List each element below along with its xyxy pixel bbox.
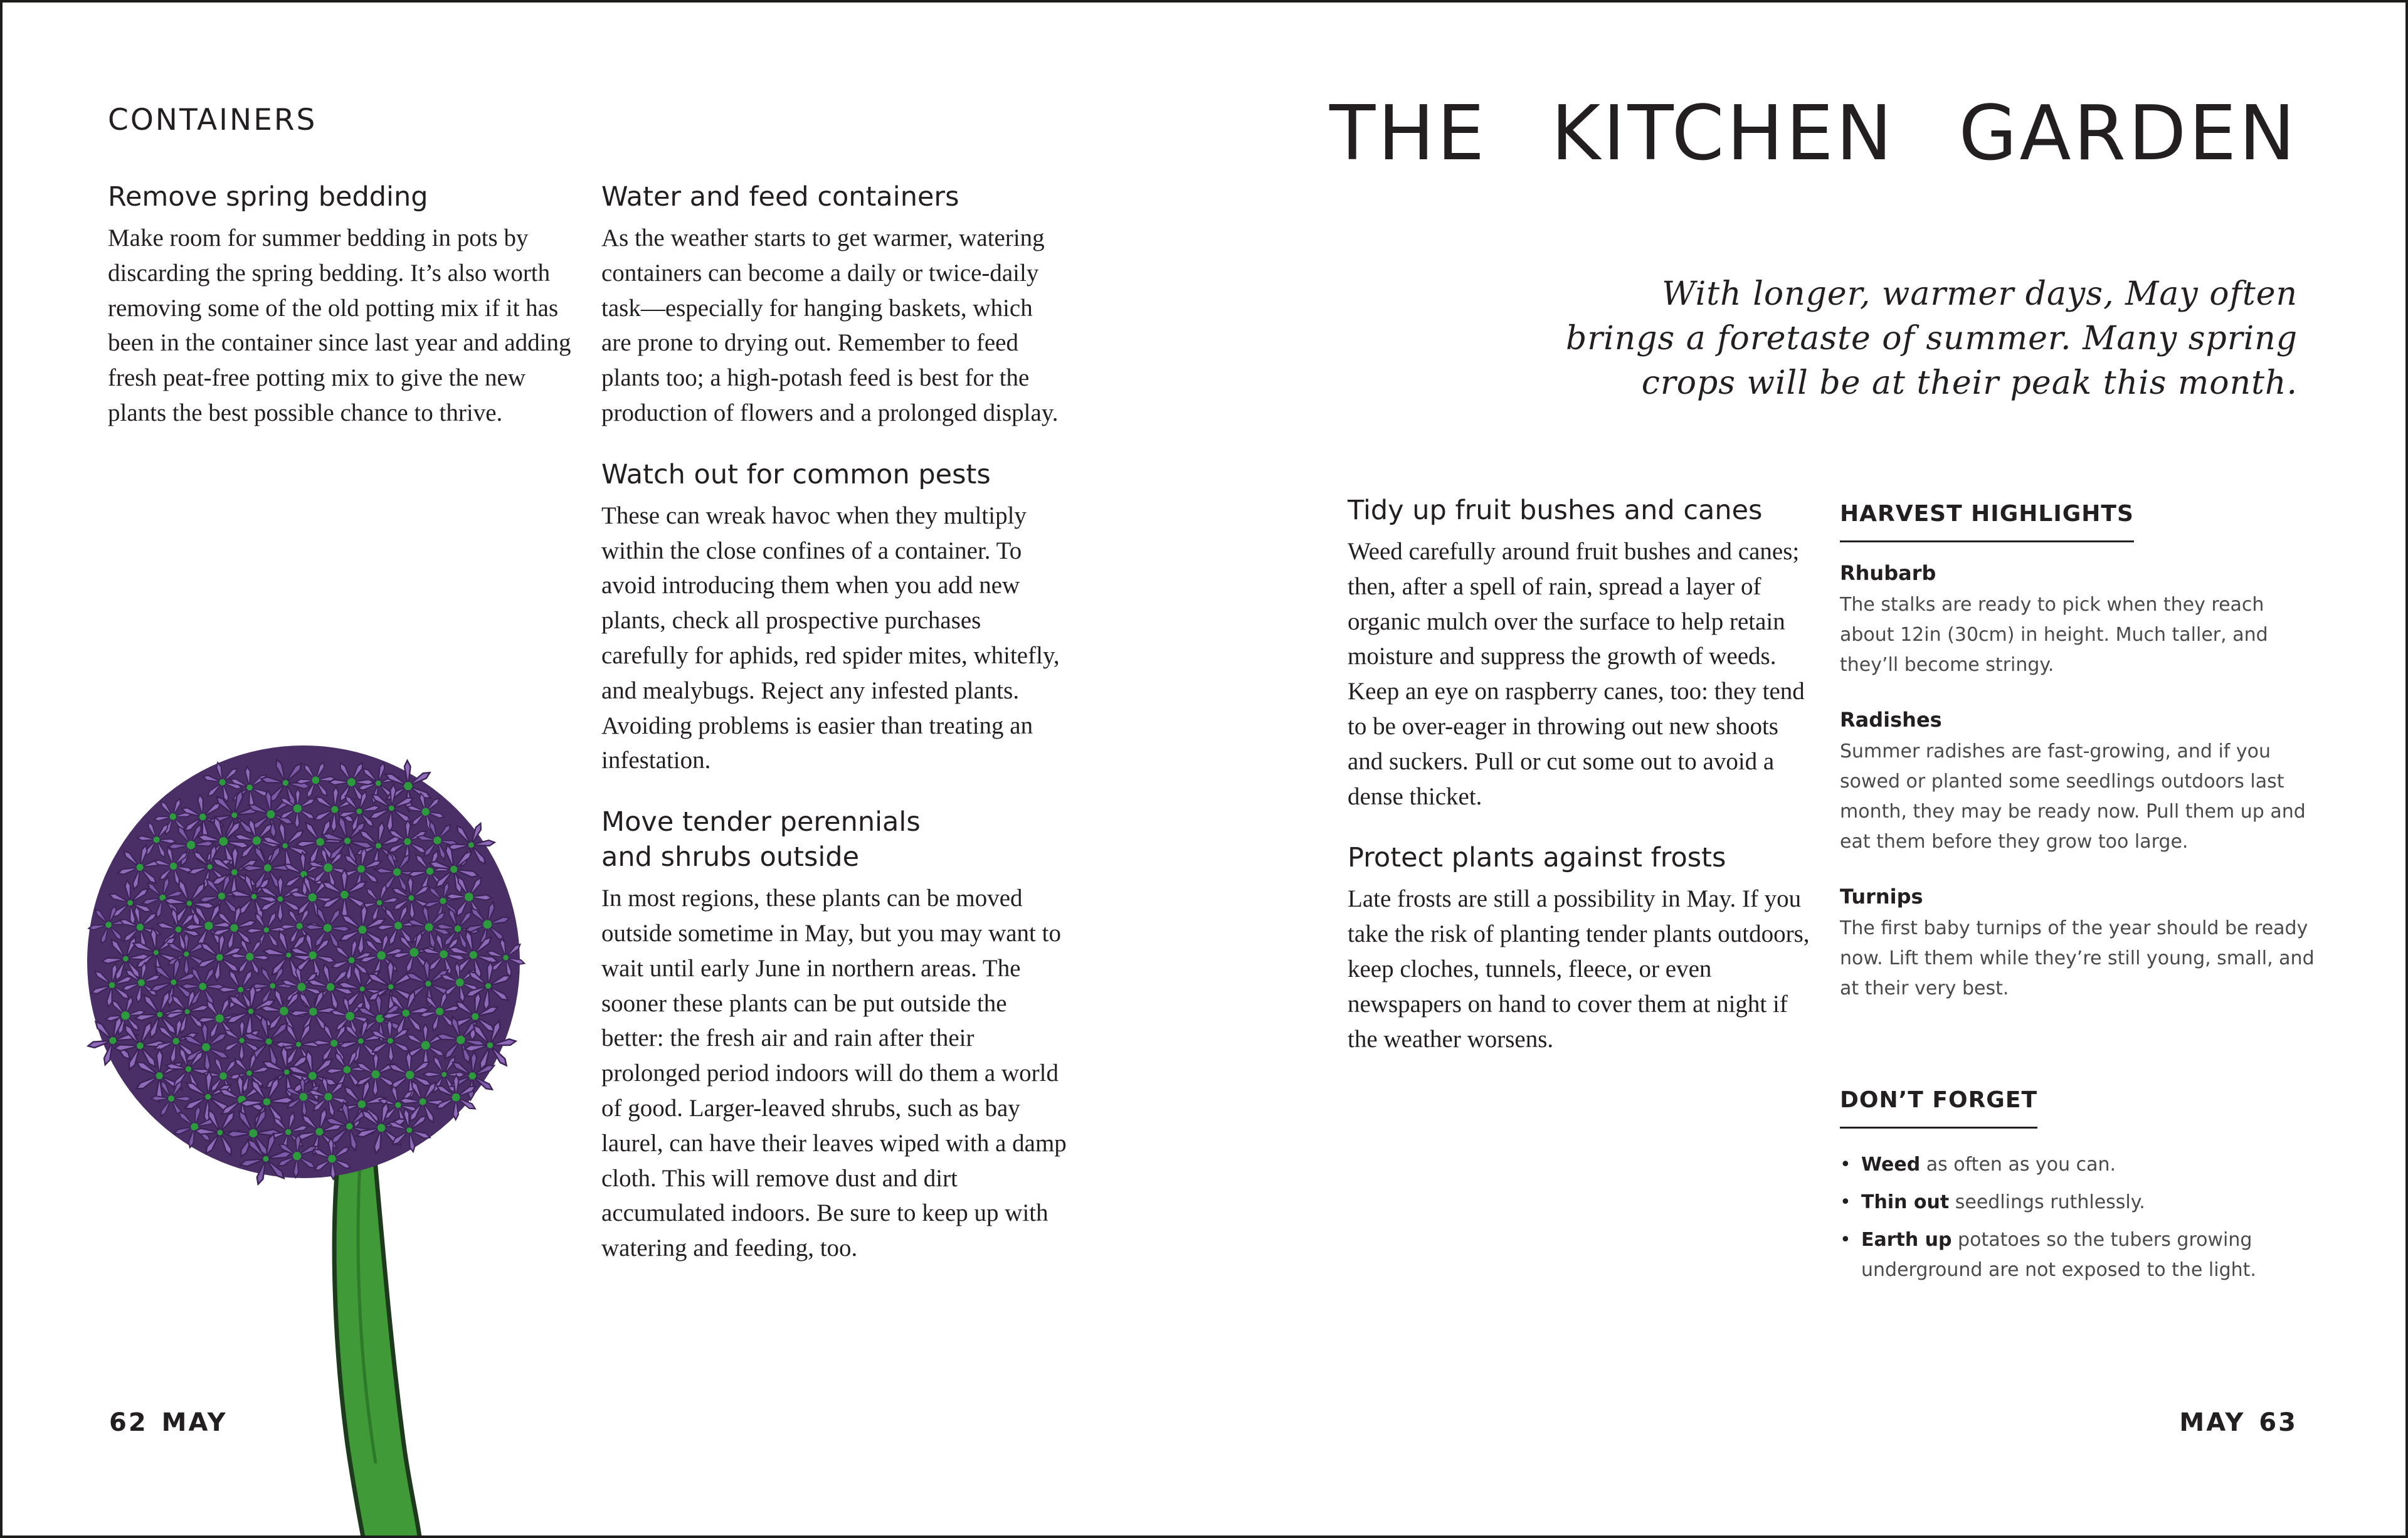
floret-center: [404, 838, 411, 845]
floret-center: [409, 948, 418, 957]
floret-center: [312, 776, 319, 784]
floret-center: [324, 924, 332, 932]
floret-center: [219, 837, 228, 846]
floret-center: [360, 986, 365, 991]
article-water-feed: [601, 179, 1069, 431]
floret-center: [253, 836, 261, 845]
floret-center: [138, 979, 145, 986]
floret-center: [127, 900, 133, 906]
harvest-item-name: Radishes: [1840, 708, 1942, 732]
floret-center: [309, 1008, 317, 1016]
floret-center: [267, 810, 275, 818]
harvest-item-name: Turnips: [1840, 885, 1923, 909]
floret-center: [406, 1071, 414, 1079]
floret-center: [357, 809, 362, 814]
dont-forget-box: [1840, 1087, 2316, 1293]
dont-forget-item: [1840, 1188, 2316, 1218]
article-body: These can wreak havoc when they multiply within the close confines of a container. To avoid introducing them when you add new plants, check all prospective purchases carefully for aphids, red spider mites, whitefly, and mealybugs. Reject any infested plants. Avoiding problems is easier than treating an infestation.: [601, 502, 1060, 774]
floret-center: [421, 1041, 430, 1050]
floret-center: [246, 784, 252, 790]
floret-center: [297, 983, 305, 991]
folio-month: MAY: [2179, 1408, 2246, 1437]
floret-center: [440, 898, 446, 904]
floret-center: [472, 1013, 478, 1020]
harvest-item: [1840, 561, 2316, 680]
floret-center: [420, 1098, 426, 1105]
floret-center: [346, 1012, 354, 1021]
dont-forget-list: [1840, 1150, 2316, 1285]
floret-center: [248, 1009, 253, 1014]
floret-center: [468, 842, 474, 848]
floret-center: [278, 897, 283, 902]
floret-center: [216, 954, 223, 961]
floret-center: [204, 922, 213, 930]
floret-center: [341, 891, 349, 899]
floret-center: [485, 983, 491, 989]
article-body: As the weather starts to get warmer, watering containers can become a daily or twice-daily task—especially for hanging baskets, which are prone to drying out. Remember to feed plants too; a high-potash feed is best for the production of flowers and a prolonged display.: [601, 224, 1059, 426]
folio-right: [2179, 1408, 2298, 1437]
flower-stem: [334, 1131, 420, 1538]
floret-center: [173, 1038, 179, 1044]
floret-center: [240, 1038, 245, 1043]
article-heading: Protect plants against frosts: [1348, 842, 1726, 874]
floret-center: [105, 922, 112, 928]
floret-center: [249, 1129, 257, 1137]
floret-center: [388, 984, 393, 989]
floret-center: [282, 843, 287, 848]
floret-center: [330, 1040, 337, 1046]
floret-center: [246, 1070, 252, 1076]
floret-center: [358, 1100, 366, 1108]
article-heading: Move tender perennials and shrubs outside: [601, 806, 921, 873]
harvest-item-name: Rhubarb: [1840, 561, 1936, 585]
floret-center: [309, 951, 317, 959]
harvest-highlights-box: [1840, 501, 2316, 1004]
harvest-title: HARVEST HIGHLIGHTS: [1840, 501, 2134, 542]
floret-center: [349, 957, 355, 964]
floret-center: [441, 1072, 446, 1077]
floret-center: [199, 983, 207, 991]
floret-center: [347, 778, 356, 786]
floret-center: [359, 925, 367, 934]
article-heading: Remove spring bedding: [108, 181, 428, 213]
article-fruit-bushes: [1348, 493, 1815, 814]
floret-center: [327, 983, 334, 991]
article-heading: Tidy up fruit bushes and canes: [1348, 495, 1763, 526]
floret-center: [238, 987, 243, 993]
floret-center: [121, 1011, 129, 1019]
floret-center: [433, 836, 441, 844]
floret-center: [185, 1009, 190, 1014]
floret-center: [264, 927, 269, 932]
floret-center: [297, 923, 303, 929]
floret-center: [388, 1038, 393, 1044]
floret-center: [300, 871, 307, 877]
floret-center: [455, 925, 462, 932]
floret-center: [123, 956, 129, 962]
dont-forget-item: [1840, 1150, 2316, 1180]
floret-center: [452, 1093, 460, 1102]
dont-forget-text: as often as you can.: [1920, 1154, 2116, 1176]
floret-center: [503, 955, 509, 961]
floret-center: [377, 951, 386, 960]
section-label: CONTAINERS: [108, 103, 317, 137]
floret-center: [270, 983, 275, 989]
article-body: Late frosts are still a possibility in May. If you take the risk of planting tender plants outdoors, keep cloches, tunnels, fleece, or even newspapers on hand to cover them at night if the weather worsens.: [1348, 885, 1810, 1053]
floret-center: [404, 782, 412, 790]
floret-center: [184, 952, 189, 957]
floret-center: [157, 1012, 162, 1018]
floret-center: [168, 1095, 174, 1102]
floret-center: [284, 1070, 289, 1075]
floret-center: [357, 865, 365, 873]
floret-center: [266, 1038, 272, 1045]
floret-center: [456, 979, 464, 987]
floret-center: [389, 806, 394, 811]
floret-center: [376, 1014, 384, 1023]
floret-center: [186, 1067, 191, 1072]
page-number: 62: [109, 1408, 148, 1437]
floret-center: [457, 1036, 465, 1044]
floret-center: [109, 982, 115, 988]
floret-center: [137, 924, 144, 930]
floret-center: [216, 1014, 224, 1023]
floret-center: [425, 923, 433, 931]
chapter-title: THE KITCHEN GARDEN: [1329, 90, 2298, 177]
left-column-2: [601, 179, 1069, 1266]
floret-center: [450, 866, 457, 873]
article-tender-perennials: [601, 804, 1069, 1266]
floret-center: [176, 927, 182, 933]
harvest-item-desc: Summer radishes are fast-growing, and if you sowed or planted some seedlings outdoors last month, they may be ready now. Pull them up and eat them before they grow too large.: [1840, 740, 2306, 853]
floret-center: [371, 1070, 379, 1078]
article-body: In most regions, these plants can be moved outside sometime in May, but you may want to wait until early June in northern areas. The sooner these plants can be put outside the better: the fresh air and rain after their prolonged period indoors will do them a world of good. Larger-leaved shrubs, such as bay laurel, can have their leaves wiped with a damp cloth. This will remove dust and dirt accumulated indoors. Be sure to keep up with watering and feeding, too.: [601, 885, 1067, 1262]
floret-center: [426, 868, 433, 875]
floret-center: [230, 924, 238, 932]
dont-forget-keyword: Thin out: [1861, 1191, 1950, 1213]
harvest-item: [1840, 708, 2316, 857]
harvest-item-desc: The first baby turnips of the year should be ready now. Lift them while they’re still young, small, and at their very best.: [1840, 917, 2315, 999]
floret-center: [137, 864, 144, 871]
floret-center: [316, 838, 324, 846]
dont-forget-keyword: Earth up: [1861, 1229, 1952, 1251]
floret-center: [403, 1009, 409, 1016]
article-common-pests: [601, 457, 1069, 778]
floret-center: [469, 1072, 476, 1079]
left-column-1: [108, 179, 572, 431]
floret-center: [280, 1007, 288, 1016]
floret-center: [376, 843, 381, 848]
floret-center: [408, 895, 414, 901]
floret-center: [293, 1152, 301, 1160]
floret-center: [293, 804, 302, 813]
floret-center: [346, 1123, 352, 1129]
floret-center: [300, 1093, 308, 1101]
floret-center: [376, 781, 381, 786]
floret-center: [264, 864, 272, 872]
floret-center: [436, 1008, 443, 1015]
floret-center: [283, 780, 288, 786]
floret-center: [440, 951, 448, 959]
dont-forget-keyword: Weed: [1861, 1154, 1921, 1176]
floret-center: [218, 1130, 223, 1135]
floret-center: [324, 863, 332, 872]
floret-center: [296, 1042, 301, 1047]
article-heading: Water and feed containers: [601, 181, 959, 213]
floret-center: [309, 893, 317, 902]
floret-center: [309, 1072, 317, 1080]
floret-center: [344, 1066, 351, 1073]
floret-center: [465, 893, 473, 902]
article-body: Make room for summer bedding in pots by discarding the spring bedding. It’s also worth removing some of the old potting mix if it has been in the container since last year and adding fresh peat-free potting mix to give the new plants the best possible chance to thrive.: [108, 224, 571, 426]
floret-center: [154, 836, 160, 843]
article-heading: Watch out for common pests: [601, 458, 991, 490]
floret-center: [422, 808, 430, 816]
floret-center: [344, 838, 351, 844]
floret-center: [187, 841, 195, 849]
floret-center: [137, 1043, 144, 1050]
floret-center: [199, 814, 206, 821]
floret-center: [331, 806, 338, 813]
dont-forget-item: [1840, 1225, 2316, 1285]
right-column-1: [1348, 493, 1815, 1056]
floret-center: [315, 1128, 323, 1135]
floret-center: [395, 1102, 401, 1108]
page-number: 63: [2259, 1408, 2298, 1437]
dont-forget-text: potatoes so the tubers growing underground are not exposed to the light.: [1861, 1229, 2256, 1281]
harvest-item: [1840, 885, 2316, 1004]
floret-center: [171, 979, 176, 985]
floret-center: [219, 1072, 227, 1080]
floret-center: [109, 1037, 116, 1044]
floret-center: [263, 1098, 270, 1105]
floret-center: [170, 863, 177, 870]
floret-center: [231, 869, 238, 875]
floret-center: [154, 950, 159, 955]
floret-center: [406, 1127, 412, 1133]
floret-center: [378, 1124, 386, 1132]
article-body: Weed carefully around fruit bushes and canes; then, after a spell of rain, spread a layer of organic mulch over the surface to help retain moisture and suppress the growth of weeds. Keep an eye on raspberry canes, too: they tend to be over-eager in throwing out new shoots and suckers. Pull or cut some out to avoid a dense thicket.: [1348, 538, 1805, 810]
floret-center: [208, 864, 213, 869]
dont-forget-title: DON’T FORGET: [1840, 1087, 2037, 1129]
floret-center: [156, 1072, 163, 1079]
folio-left: [109, 1408, 228, 1437]
floret-center: [394, 922, 402, 929]
floret-center: [487, 1042, 493, 1048]
floret-center: [169, 813, 176, 820]
dont-forget-text: seedlings ruthlessly.: [1949, 1191, 2145, 1213]
folio-month: MAY: [161, 1408, 228, 1437]
floret-center: [219, 779, 226, 786]
floret-center: [218, 893, 225, 900]
floret-center: [358, 1038, 364, 1044]
floret-center: [246, 953, 253, 961]
floret-center: [187, 901, 192, 906]
floret-center: [202, 1043, 210, 1051]
article-remove-spring-bedding: [108, 179, 572, 431]
floret-center: [251, 894, 257, 900]
floret-center: [393, 868, 401, 876]
floret-center: [377, 900, 382, 905]
floret-center: [231, 813, 237, 818]
floret-center: [328, 1155, 336, 1163]
floret-center: [470, 951, 477, 959]
floret-center: [285, 1129, 292, 1135]
chapter-intro: With longer, warmer days, May often brings a foretaste of summer. Many spring crops will be at their peak this month.: [1566, 275, 2298, 402]
floret-center: [425, 981, 431, 986]
article-protect-frosts: [1348, 840, 1815, 1056]
floret-center: [483, 920, 492, 929]
floret-center: [263, 1156, 269, 1162]
floret-center: [286, 952, 291, 957]
floret-center: [205, 1094, 211, 1100]
harvest-item-desc: The stalks are ready to pick when they reach about 12in (30cm) in height. Much taller, and they’ll become stringy.: [1840, 594, 2268, 676]
floret-center: [324, 1093, 332, 1100]
